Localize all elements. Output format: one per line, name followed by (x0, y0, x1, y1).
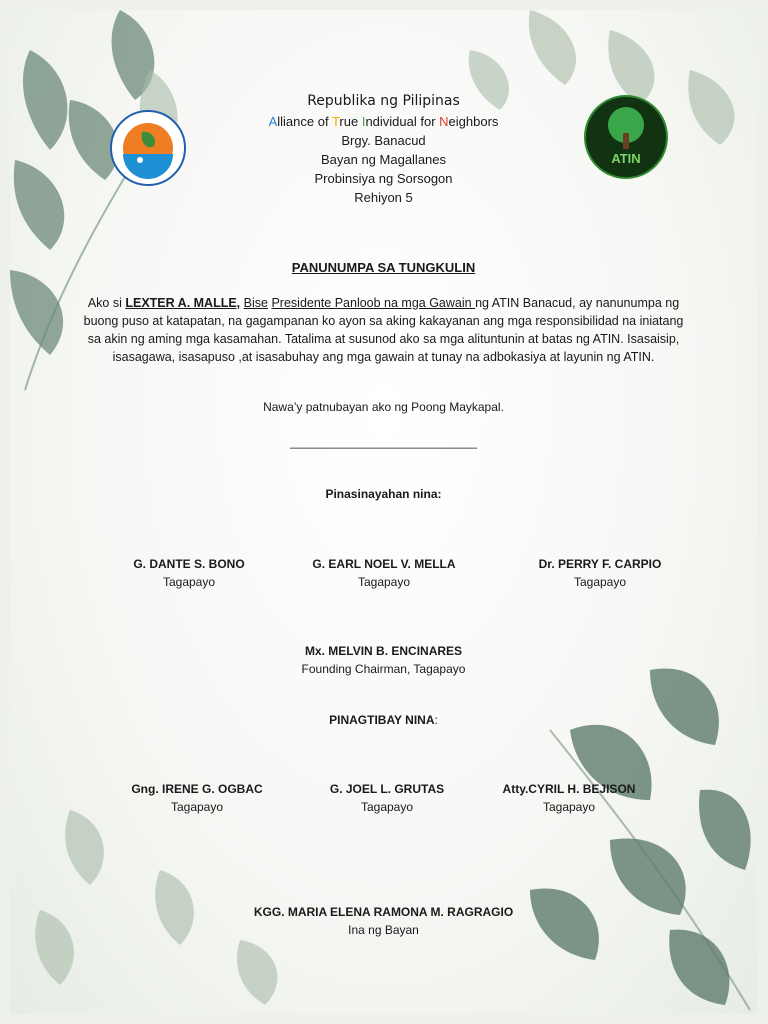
signatory-role: Tagapayo (170, 800, 224, 814)
signatory-block (87, 780, 307, 816)
oath-position-prefix: Bise (243, 296, 268, 310)
oath-taker-name: LEXTER A. MALLE, (125, 296, 241, 310)
org-name-part: ndividual for (365, 114, 440, 129)
signatory-block (274, 555, 494, 591)
signatory-name: G. JOEL L. GRUTAS (329, 782, 445, 796)
republic-heading: Republika ng Pilipinas (307, 93, 460, 109)
approved-label-text: PINAGTIBAY NINA (329, 713, 435, 727)
signatory-name: Atty.CYRIL H. BEJISON (502, 782, 636, 796)
municipality-line: Bayan ng Magallanes (320, 152, 447, 167)
oath-text-intro: Ako si (87, 296, 126, 310)
oath-position: Presidente Panloob na mga Gawain (271, 296, 476, 310)
signatory-name: G. DANTE S. BONO (133, 557, 245, 571)
oath-prayer: Nawa’y patnubayan ako ng Poong Maykapal. (263, 400, 504, 414)
province-line: Probinsiya ng Sorsogon (314, 171, 453, 186)
signatory-name: Gng. IRENE G. OGBAC (131, 782, 263, 796)
final-signatory-role: Ina ng Bayan (348, 923, 419, 937)
signatory-role: Tagapayo (573, 575, 627, 589)
signatory-block (490, 555, 710, 591)
atin-logo-text: ATIN (611, 151, 641, 166)
signatory-block (79, 555, 299, 591)
approved-label-colon: : (434, 713, 438, 727)
oath-text-body: ng ATIN Banacud, ay nanunumpa ng buong puso at katapatan, na gagampanan ko ayon sa aking kakayanan ang mga responsibilidad na iniatang sa akin ng aming mga kasamahan. Tatalima at susunod ako sa mga alituntunin at batas ng ATIN. Isasaisip, isasagawa, isasapuso ,at isasabuhay ang mga gawain at tunay na adbokasiya at layunin ng ATIN. (83, 296, 684, 364)
signatory-role: Tagapayo (162, 575, 216, 589)
document-page (10, 10, 757, 1014)
barangay-line: Brgy. Banacud (341, 133, 426, 148)
founder-block (10, 642, 757, 678)
founder-name: Mx. MELVIN B. ENCINARES (304, 644, 463, 658)
signatory-name: G. EARL NOEL V. MELLA (312, 557, 456, 571)
org-name-initial: N (439, 114, 449, 129)
org-name-initial: A (268, 114, 278, 129)
org-name-part: lliance of (277, 114, 332, 129)
oath-title: PANUNUMPA SA TUNGKULIN (291, 260, 476, 275)
founder-role: Founding Chairman, Tagapayo (301, 662, 466, 676)
signatory-block (459, 780, 679, 816)
organization-name (10, 112, 757, 131)
final-signatory-block (10, 903, 757, 939)
region-line: Rehiyon 5 (354, 190, 413, 205)
signatory-role: Tagapayo (357, 575, 411, 589)
org-name-part: rue (339, 114, 362, 129)
signatory-name: Dr. PERRY F. CARPIO (538, 557, 662, 571)
signature-line: ____________________________ (290, 435, 477, 449)
witnessed-label: Pinasinayahan nina: (325, 487, 442, 501)
signatory-role: Tagapayo (360, 800, 414, 814)
org-name-initial: T (331, 114, 340, 129)
signatory-role: Tagapayo (542, 800, 596, 814)
org-name-part: eighbors (448, 114, 499, 129)
approved-label (10, 711, 757, 729)
org-name-initial: I (361, 114, 366, 129)
final-signatory-name: KGG. MARIA ELENA RAMONA M. RAGRAGIO (253, 905, 514, 919)
oath-paragraph (80, 294, 687, 366)
